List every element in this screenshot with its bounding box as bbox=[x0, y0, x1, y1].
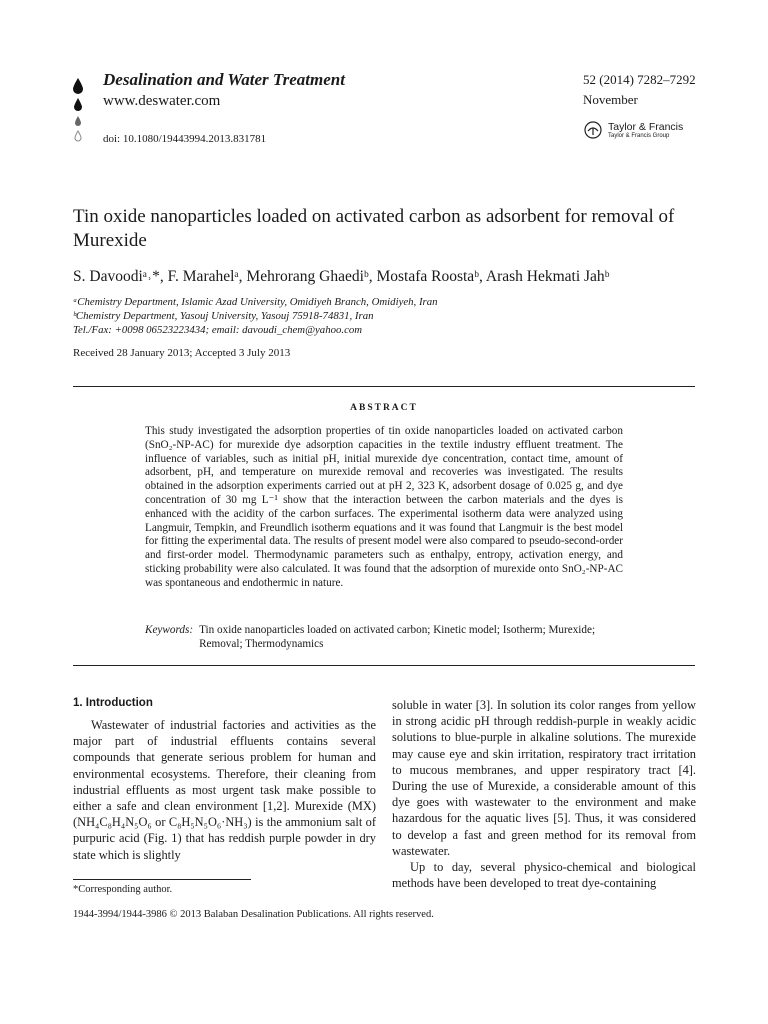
author-list: S. Davoodiᵃ˒*, F. Marahelᵃ, Mehrorang Ghaediᵇ, Mostafa Roostaᵇ, Arash Hekmati Jahᵇ bbox=[73, 268, 610, 285]
affiliations bbox=[73, 295, 713, 337]
publisher-group: Taylor & Francis Group bbox=[608, 132, 670, 139]
journal-name: Desalination and Water Treatment bbox=[103, 70, 345, 89]
paragraph: Wastewater of industrial factories and activities as the major part of industrial effluents contains several compounds that generate serious problem for human and environmental ecosystems. Therefore, their cleaning from industrial effluents as most urgent task make possible to either a safe and clean environment [1,2]. Murexide (MX) (NH₄C₈H₄N₅O₆ or C₈H₅N₅O₆·NH₃) is the ammonium salt of purpuric acid (Fig. 1) that has reddish purple powder in dry state which is slightly bbox=[73, 718, 376, 862]
section-heading-introduction: 1. Introduction bbox=[73, 697, 153, 709]
paragraph: soluble in water [3]. In solution its color ranges from yellow in strong acidic pH through reddish-purple in weakly acidic solutions to blue-purple in alkaline solutions. The murexide may cause eye and skin irritation, respiratory tract irritation to mucous membranes, and upper respiratory tract [4]. During the use of Murexide, a considerable amount of this dye goes with wastewater to the environment and make hazardous for the aquatic lives [5]. Thus, it was considered to develop a fast and green method for its removal from wastewater. bbox=[392, 698, 696, 858]
keywords bbox=[145, 623, 623, 651]
body-column-right bbox=[392, 697, 696, 891]
publisher-name: Taylor & Francis bbox=[608, 120, 684, 133]
copyright-line: 1944-3994/1944-3986 © 2013 Balaban Desalination Publications. All rights reserved. bbox=[73, 909, 434, 920]
abstract-heading: ABSTRACT bbox=[350, 403, 418, 413]
affiliation-b: ᵇChemistry Department, Yasouj University, Yasouj 75918-74831, Iran bbox=[73, 310, 374, 322]
journal-drops-icon bbox=[70, 76, 86, 146]
received-dates: Received 28 January 2013; Accepted 3 July 2013 bbox=[73, 347, 291, 359]
keywords-label: Keywords: bbox=[145, 624, 194, 636]
journal-url[interactable]: www.deswater.com bbox=[103, 93, 221, 109]
paragraph: Up to day, several physico-chemical and biological methods have been developed to treat dye-containing bbox=[392, 860, 696, 891]
abstract-top-rule bbox=[73, 386, 695, 387]
publisher-logo bbox=[584, 121, 683, 139]
volume-pages: 52 (2014) 7282–7292 bbox=[583, 72, 696, 87]
doi[interactable]: doi: 10.1080/19443994.2013.831781 bbox=[103, 133, 267, 145]
body-column-left bbox=[73, 717, 376, 863]
publisher-emblem-icon bbox=[584, 121, 602, 139]
contact-info: Tel./Fax: +0098 06523223434; email: davoudi_chem@yahoo.com bbox=[73, 324, 363, 336]
article-title: Tin oxide nanoparticles loaded on activated carbon as adsorbent for removal of Murexide bbox=[73, 206, 675, 251]
footnote-rule bbox=[73, 879, 251, 880]
affiliation-a: ᵃChemistry Department, Islamic Azad University, Omidiyeh Branch, Omidiyeh, Iran bbox=[73, 296, 438, 308]
issue-month: November bbox=[583, 92, 638, 107]
keywords-list: Tin oxide nanoparticles loaded on activated carbon; Kinetic model; Isotherm; Murexide; Removal; Thermodynamics bbox=[199, 624, 596, 650]
abstract-bottom-rule bbox=[73, 665, 695, 666]
abstract-text: This study investigated the adsorption properties of tin oxide nanoparticles loaded on activated carbon (SnO₂-NP-AC) for murexide dye adsorption capacities in the textile industry effluent treatment. The influence of variables, such as initial pH, initial murexide dye concentration, contact time, amount of adsorbent, pH, and temperature on murexide removal and recoveries was investigated. The results obtained in the adsorption experiments carried out at pH 2, 323 K, adsorbent dosage of 0.025 g, and dye concentration of 30 mg L⁻¹ show that the interaction between the carbon materials and the dyes is enhanced with the acidity of the carbon surfaces. The experimental isotherm data were analyzed using Langmuir, Tempkin, and Freundlich isotherm equations and it was found that Langmuir is the best model for fitting the experimental data. The results of present model were also compared to pseudo-second-order and first-order model. Thermodynamic parameters such as enthalpy, entropy, activation energy, and sticking probability were also calculated. It was found that the adsorption of murexide onto SnO₂-NP-AC was spontaneous and endothermic in nature. bbox=[145, 425, 623, 589]
corresponding-author-note: *Corresponding author. bbox=[73, 884, 173, 895]
